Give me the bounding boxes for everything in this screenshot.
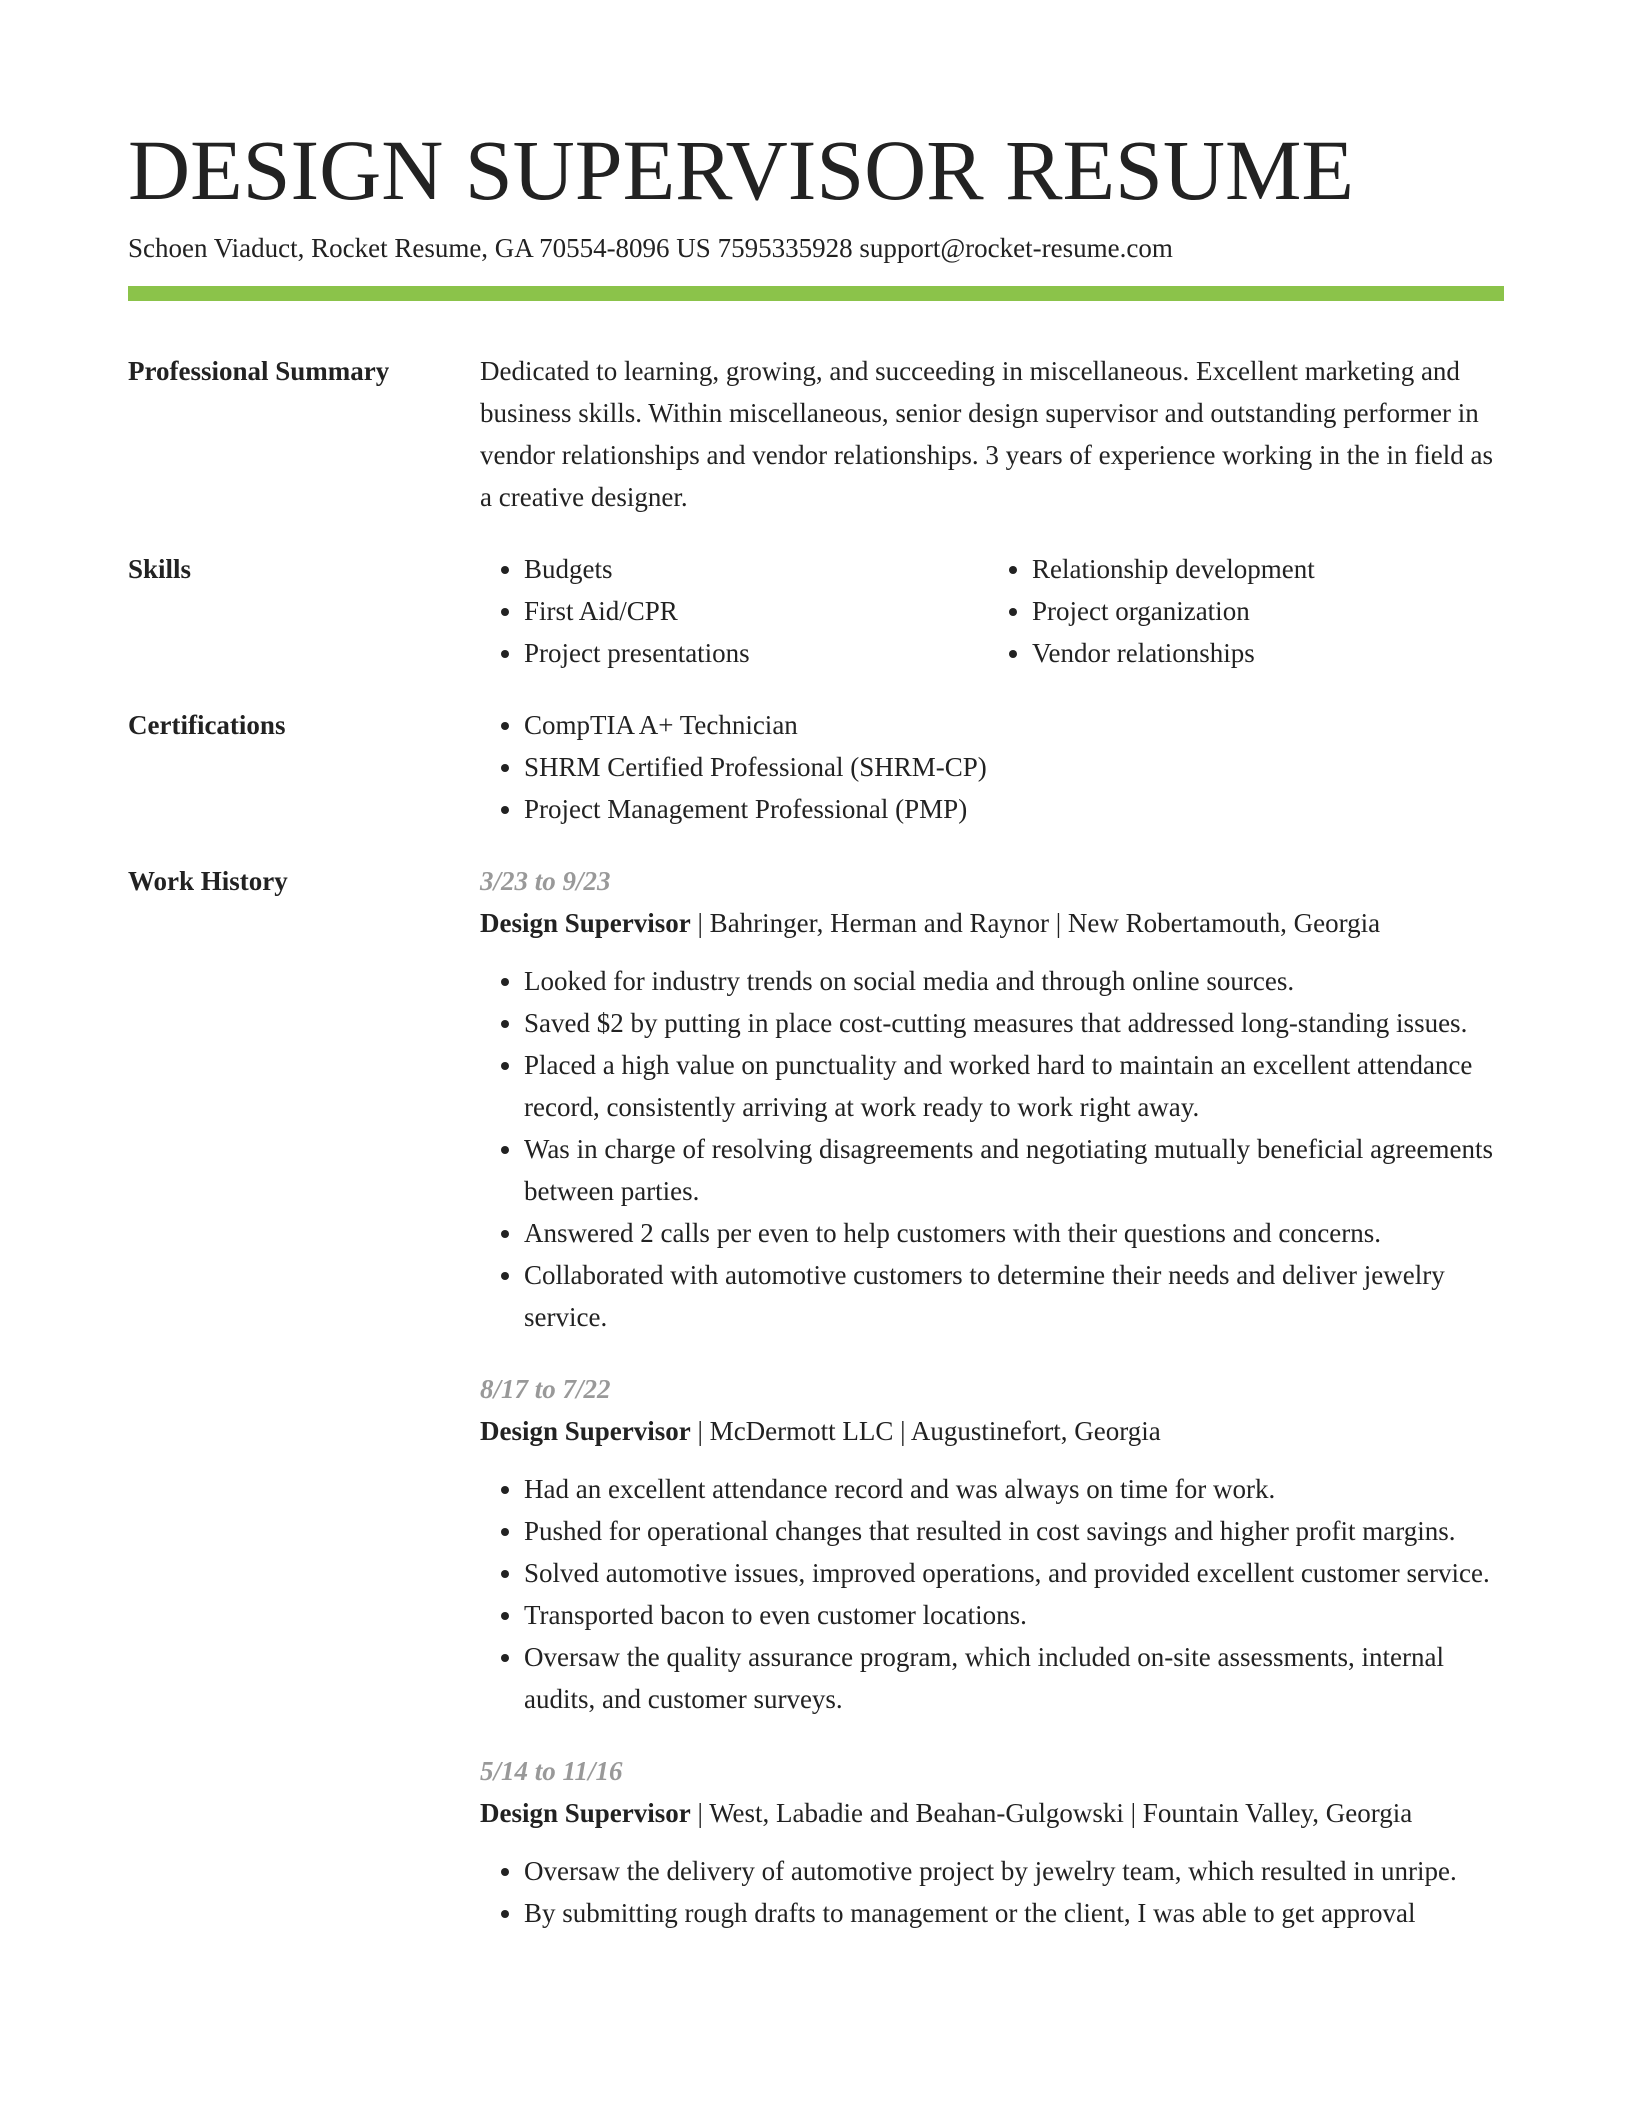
section-label: Certifications (128, 710, 286, 740)
job-bullet: • Collaborated with automotive customers to determine their needs and deliver jewelry service. (524, 1254, 1504, 1338)
skill-item: • Budgets (524, 548, 984, 590)
section-body (480, 860, 1504, 1964)
job-bullets (480, 960, 1504, 1338)
job-entry (480, 860, 1504, 1338)
job-bullet: • Answered 2 calls per even to help customers with their questions and concerns. (524, 1212, 1504, 1254)
job-bullets (480, 1850, 1504, 1934)
section-label: Work History (128, 866, 288, 896)
job-title-line (480, 1410, 1504, 1452)
header-divider (128, 286, 1504, 301)
job-title: Design Supervisor (480, 908, 691, 938)
section-label: Skills (128, 554, 192, 584)
skill-item: • Project presentations (524, 632, 984, 674)
skill-item: • Project organization (1032, 590, 1492, 632)
skills-list-right (984, 548, 1492, 674)
skill-item: • First Aid/CPR (524, 590, 984, 632)
resume-sections (128, 350, 1504, 1994)
job-bullet: • Pushed for operational changes that resulted in cost savings and higher profit margins. (524, 1510, 1504, 1552)
certification-item: • CompTIA A+ Technician (524, 704, 1504, 746)
section-professional-summary (128, 350, 1504, 518)
certifications-list (480, 704, 1504, 830)
skills-grid (480, 548, 1504, 674)
job-bullet: • Had an excellent attendance record and was always on time for work. (524, 1468, 1504, 1510)
job-bullet: • Transported bacon to even customer locations. (524, 1594, 1504, 1636)
section-work-history (128, 860, 1504, 1964)
job-bullet: • Was in charge of resolving disagreements and negotiating mutually beneficial agreements between parties. (524, 1128, 1504, 1212)
job-details: | McDermott LLC | Augustinefort, Georgia (690, 1416, 1161, 1446)
job-details: | Bahringer, Herman and Raynor | New Robertamouth, Georgia (690, 908, 1381, 938)
job-bullet: • Placed a high value on punctuality and worked hard to maintain an excellent attendance record, consistently arriving at work ready to work right away. (524, 1044, 1504, 1128)
skill-item: • Vendor relationships (1032, 632, 1492, 674)
job-dates: 8/17 to 7/22 (480, 1374, 611, 1404)
contact-info: Schoen Viaduct, Rocket Resume, GA 70554-8096 US 7595335928 support@rocket-resume.com (128, 233, 1173, 263)
skills-list-left (480, 548, 984, 674)
section-body (480, 350, 1504, 518)
job-bullets (480, 1468, 1504, 1720)
section-label: Professional Summary (128, 356, 390, 386)
job-bullet: • Saved $2 by putting in place cost-cutting measures that addressed long-standing issues. (524, 1002, 1504, 1044)
job-bullet: • Oversaw the delivery of automotive project by jewelry team, which resulted in unripe. (524, 1850, 1504, 1892)
certification-item: • Project Management Professional (PMP) (524, 788, 1504, 830)
job-title-line (480, 902, 1504, 944)
section-body (480, 704, 1504, 830)
job-dates: 5/14 to 11/16 (480, 1756, 623, 1786)
job-details: | West, Labadie and Beahan-Gulgowski | Fountain Valley, Georgia (690, 1798, 1413, 1828)
job-entry (480, 1750, 1504, 1934)
job-bullet: • By submitting rough drafts to management or the client, I was able to get approval (524, 1892, 1504, 1934)
job-dates: 3/23 to 9/23 (480, 866, 611, 896)
job-title-line (480, 1792, 1504, 1834)
summary-text: Dedicated to learning, growing, and succeeding in miscellaneous. Excellent marketing and business skills. Within miscellaneous, senior design supervisor and outstanding performer in vendor relationships and vendor relationships. 3 years of experience working in the in field as a creative designer. (480, 356, 1493, 512)
job-entry (480, 1368, 1504, 1720)
job-bullet: • Oversaw the quality assurance program, which included on-site assessments, internal audits, and customer surveys. (524, 1636, 1504, 1720)
job-title: Design Supervisor (480, 1798, 691, 1828)
section-certifications (128, 704, 1504, 830)
skill-item: • Relationship development (1032, 548, 1492, 590)
job-title: Design Supervisor (480, 1416, 691, 1446)
section-skills (128, 548, 1504, 674)
job-bullet: • Solved automotive issues, improved operations, and provided excellent customer service. (524, 1552, 1504, 1594)
resume-title: DESIGN SUPERVISOR RESUME (128, 122, 1354, 218)
job-bullet: • Looked for industry trends on social media and through online sources. (524, 960, 1504, 1002)
certification-item: • SHRM Certified Professional (SHRM-CP) (524, 746, 1504, 788)
